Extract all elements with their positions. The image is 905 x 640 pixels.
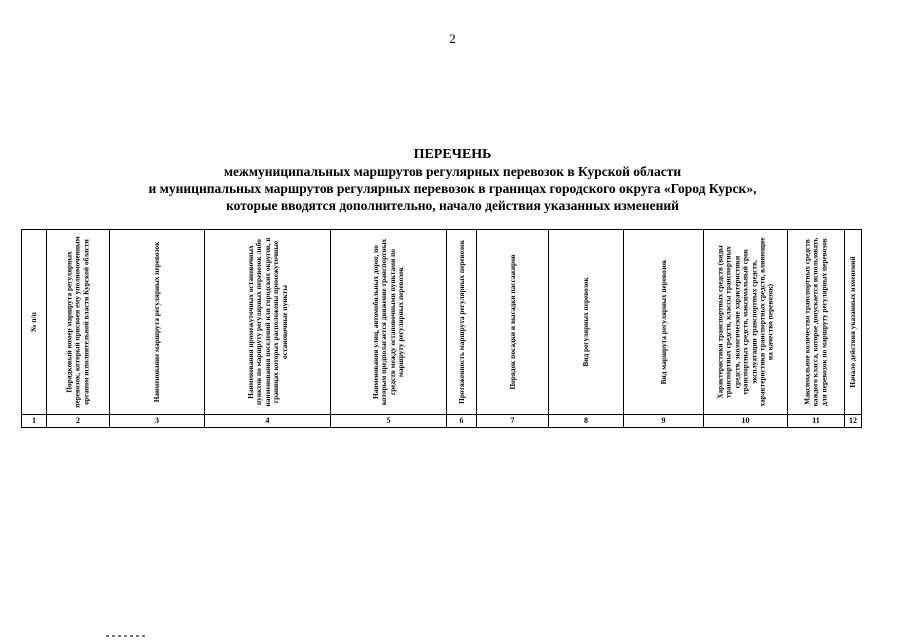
routes-table xyxy=(21,229,862,428)
column-header-10: Характеристики транспортных средств (виды транспортных средств, классы транспортных средств, экологические характеристики транспортных средств, максимальный срок эксплуатации транспортных средств, характеристики транспортных средств, влияющие на качество перевозок) xyxy=(704,230,788,414)
column-number: 1 xyxy=(22,415,47,427)
title-line-1: межмуниципальных маршрутов регулярных перевозок в Курской области xyxy=(223,164,682,179)
column-header-7: Порядок посадки и высадки пассажиров xyxy=(477,230,549,414)
title-line-2: и муниципальных маршрутов регулярных перевозок в границах городского округа «Город Курск», xyxy=(148,181,757,196)
column-number: 4 xyxy=(205,415,331,427)
title-line-3: которые вводятся дополнительно, начало действия указанных изменений xyxy=(226,198,679,213)
column-header-4: Наименования промежуточных остановочных пунктов по маршруту регулярных перевозок либо наименования поселений или городских округов, в границах которых расположены промежуточные остановочные пункты xyxy=(205,230,331,414)
column-number: 11 xyxy=(788,415,845,427)
column-number-row xyxy=(22,414,861,427)
column-number: 3 xyxy=(110,415,205,427)
column-number: 5 xyxy=(331,415,447,427)
column-number: 2 xyxy=(47,415,110,427)
column-header-11: Максимальное количество транспортных средств каждого класса, которое допускается использовать для перевозок по маршруту регулярных перевозок xyxy=(788,230,845,414)
document-title xyxy=(0,146,905,214)
column-number: 9 xyxy=(624,415,704,427)
column-number: 8 xyxy=(549,415,624,427)
column-number: 7 xyxy=(477,415,549,427)
column-header-8: Вид регулярных перевозок xyxy=(549,230,624,414)
column-header-9: Вид маршрута регулярных перевозок xyxy=(624,230,704,414)
table-header-row xyxy=(22,230,861,414)
column-number: 6 xyxy=(447,415,477,427)
column-header-12: Начало действия указанных изменений xyxy=(847,256,857,388)
scan-artifact xyxy=(106,635,146,637)
column-number: 10 xyxy=(704,415,788,427)
column-header-2: Порядковый номер маршрута регулярных перевозок, который присвоен ему уполномоченным органом исполнительной власти Курской области xyxy=(47,230,110,414)
column-header-6: Протяженность маршрута регулярных перевозок xyxy=(447,230,477,414)
page-number: 2 xyxy=(449,31,456,46)
column-header-3: Наименование маршрута регулярных перевозок xyxy=(110,230,205,414)
title-heading: ПЕРЕЧЕНЬ xyxy=(413,147,492,162)
column-number: 12 xyxy=(849,416,857,425)
column-header-5: Наименования улиц, автомобильных дорог, по которым предполагается движение транспортных средств между остановочными пунктами по маршруту регулярных перевозок xyxy=(331,230,447,414)
column-header-1: № п/п xyxy=(22,230,47,414)
